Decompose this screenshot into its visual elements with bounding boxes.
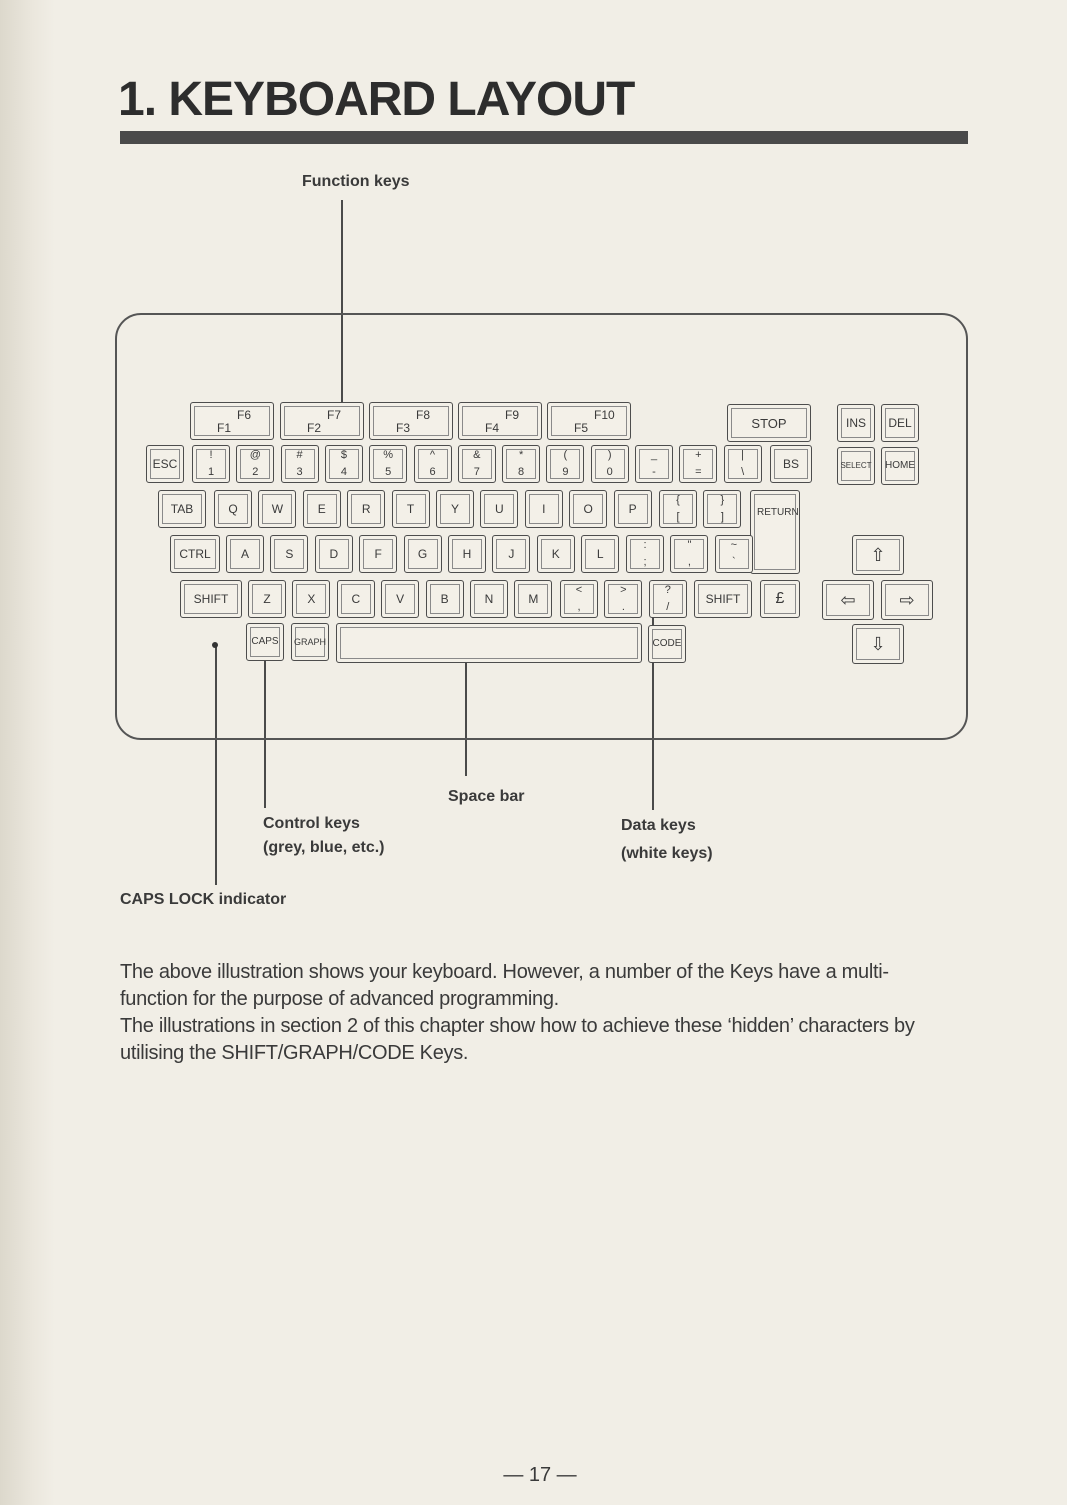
key-label: ; xyxy=(643,556,647,568)
data-key-o[interactable] xyxy=(569,490,607,528)
key-label: RETURN xyxy=(757,507,799,518)
data-key-number-5[interactable] xyxy=(369,445,407,483)
data-key-m[interactable] xyxy=(514,580,552,618)
key-label: F4 xyxy=(485,421,500,435)
key-label: } xyxy=(720,494,725,506)
page-number: — 17 — xyxy=(503,1464,577,1486)
data-key-punct-3[interactable] xyxy=(649,580,687,618)
data-key-j[interactable] xyxy=(492,535,530,573)
key-label: , xyxy=(577,601,581,613)
page-edge-shade xyxy=(0,0,55,1505)
key-label: V xyxy=(396,592,405,606)
key-label: : xyxy=(643,539,647,551)
key-label: F5 xyxy=(574,421,589,435)
body-paragraph: The illustrations in section 2 of this chapter show how to achieve these ‘hidden’ characters by utilising the SHIFT/GRAPH/CODE Keys. xyxy=(120,1015,915,1064)
function-key-f3[interactable] xyxy=(369,402,453,440)
key-label: ( xyxy=(563,449,568,461)
key-label: F9 xyxy=(505,408,520,422)
key-label: CODE xyxy=(652,638,682,649)
key-label: H xyxy=(462,547,472,561)
key-label: < xyxy=(575,584,583,596)
control-keys-label: Control keys xyxy=(263,815,360,832)
data-key-number-6[interactable] xyxy=(414,445,452,483)
key-label: ` xyxy=(731,556,736,568)
function-key-f1[interactable] xyxy=(190,402,274,440)
data-key-number-8[interactable] xyxy=(502,445,540,483)
key-label: ⇨ xyxy=(899,590,915,610)
return-key[interactable] xyxy=(750,490,800,574)
key-label: Q xyxy=(228,502,238,516)
key-label: 3 xyxy=(296,466,303,478)
key-label: - xyxy=(652,466,656,478)
key-label: SELECT xyxy=(840,461,872,470)
key-label: F7 xyxy=(327,408,342,422)
key-label: & xyxy=(473,449,481,461)
esc-key[interactable] xyxy=(146,445,184,483)
key-label: F xyxy=(374,547,382,561)
key-label: O xyxy=(583,502,593,516)
data-keys-label: Data keys xyxy=(621,817,696,834)
key-label: . xyxy=(621,601,625,613)
key-label: BS xyxy=(782,457,799,471)
key-label: SHIFT xyxy=(193,592,229,606)
data-key-z[interactable] xyxy=(248,580,286,618)
data-key-bracket-1[interactable] xyxy=(659,490,697,528)
key-label: GRAPH xyxy=(293,637,326,647)
data-key-punct-2[interactable] xyxy=(604,580,642,618)
data-key-number-2[interactable] xyxy=(236,445,274,483)
key-label: X xyxy=(307,592,316,606)
tab-key[interactable] xyxy=(158,490,206,528)
data-key-punct-1[interactable] xyxy=(560,580,598,618)
del-key[interactable] xyxy=(881,404,919,442)
right-shift-key[interactable] xyxy=(694,580,752,618)
data-key-number-7[interactable] xyxy=(458,445,496,483)
key-label: 6 xyxy=(429,466,436,478)
ctrl-key[interactable] xyxy=(170,535,220,573)
ins-key[interactable] xyxy=(837,404,875,442)
key-label: * xyxy=(518,449,524,461)
key-label: G xyxy=(417,547,428,561)
key-label: M xyxy=(528,592,539,606)
key-label: ? xyxy=(664,584,671,596)
key-label: K xyxy=(551,547,560,561)
key-label: ! xyxy=(209,449,213,461)
data-key-u[interactable] xyxy=(480,490,518,528)
data-key-symbol-1[interactable] xyxy=(626,535,664,573)
data-key-a[interactable] xyxy=(226,535,264,573)
caps-lock-indicator-label: CAPS LOCK indicator xyxy=(120,891,287,908)
data-key-h[interactable] xyxy=(448,535,486,573)
data-key-number-13[interactable] xyxy=(724,445,762,483)
key-label: I xyxy=(542,502,546,516)
data-key-x[interactable] xyxy=(292,580,330,618)
key-label: ] xyxy=(720,511,724,523)
key-label: W xyxy=(271,502,284,516)
up-arrow-key[interactable] xyxy=(852,535,904,575)
data-key-number-4[interactable] xyxy=(325,445,363,483)
data-key-number-9[interactable] xyxy=(546,445,584,483)
data-key-i[interactable] xyxy=(525,490,563,528)
function-keys-label: Function keys xyxy=(302,173,410,190)
function-key-f5[interactable] xyxy=(547,402,631,440)
data-keys-sublabel: (white keys) xyxy=(621,845,713,862)
key-label: E xyxy=(317,502,326,516)
pound-key[interactable] xyxy=(760,580,800,618)
space-bar-label: Space bar xyxy=(448,788,525,805)
key-label: INS xyxy=(845,416,866,430)
data-key-q[interactable] xyxy=(214,490,252,528)
key-label: ^ xyxy=(429,449,436,461)
data-key-number-3[interactable] xyxy=(281,445,319,483)
key-label: ⇧ xyxy=(870,545,886,565)
key-label: % xyxy=(383,449,394,461)
key-label: R xyxy=(361,502,371,516)
select-key[interactable] xyxy=(837,447,875,485)
data-key-y[interactable] xyxy=(436,490,474,528)
key-label: T xyxy=(406,502,415,516)
key-label: = xyxy=(695,466,702,478)
key-label: B xyxy=(440,592,449,606)
key-label: { xyxy=(676,494,680,506)
data-key-w[interactable] xyxy=(258,490,296,528)
key-label: P xyxy=(628,502,637,516)
key-label: > xyxy=(620,584,627,596)
key-label: L xyxy=(596,547,604,561)
key-label: A xyxy=(240,547,249,561)
key-label: \ xyxy=(741,466,745,478)
data-key-g[interactable] xyxy=(404,535,442,573)
data-key-r[interactable] xyxy=(347,490,385,528)
key-label: CTRL xyxy=(179,547,211,561)
key-label: CAPS xyxy=(251,636,279,647)
down-arrow-key[interactable] xyxy=(852,624,904,664)
data-key-d[interactable] xyxy=(315,535,353,573)
key-label: ) xyxy=(607,449,612,461)
data-key-symbol-3[interactable] xyxy=(715,535,753,573)
graph-key[interactable] xyxy=(291,623,329,661)
key-label: / xyxy=(666,601,670,613)
data-key-t[interactable] xyxy=(392,490,430,528)
key-label: SHIFT xyxy=(705,592,741,606)
home-key[interactable] xyxy=(881,447,919,485)
key-label: TAB xyxy=(170,502,194,516)
key-label: ESC xyxy=(152,457,178,471)
key-label: N xyxy=(484,592,494,606)
data-key-s[interactable] xyxy=(270,535,308,573)
space-bar[interactable] xyxy=(336,623,642,663)
data-key-number-10[interactable] xyxy=(591,445,629,483)
key-label: ~ xyxy=(730,539,738,551)
key-label: STOP xyxy=(751,416,787,431)
key-label: $ xyxy=(340,449,347,461)
key-label: 7 xyxy=(473,466,480,478)
key-label: DEL xyxy=(888,416,912,430)
key-label: Z xyxy=(263,592,271,606)
key-label: @ xyxy=(249,449,261,461)
key-label: 8 xyxy=(518,466,525,478)
key-label: " xyxy=(687,539,692,551)
key-label: 2 xyxy=(252,466,259,478)
key-label: [ xyxy=(676,511,680,523)
data-key-b[interactable] xyxy=(426,580,464,618)
page-title: 1. KEYBOARD LAYOUT xyxy=(118,73,635,126)
key-label: C xyxy=(351,592,361,606)
key-label: £ xyxy=(775,590,785,607)
key-label: D xyxy=(329,547,339,561)
key-label: ⇦ xyxy=(840,590,856,610)
data-key-k[interactable] xyxy=(537,535,575,573)
key-label: F1 xyxy=(217,421,232,435)
left-shift-key[interactable] xyxy=(180,580,242,618)
key-label: Y xyxy=(450,502,459,516)
body-paragraph: The above illustration shows your keyboard. However, a number of the Keys have a multi-function for the purpose of advanced programming. xyxy=(120,961,889,1010)
left-arrow-key[interactable] xyxy=(822,580,874,620)
key-label: 4 xyxy=(340,466,347,478)
key-label: F6 xyxy=(237,408,252,422)
key-label: ⇩ xyxy=(870,634,886,654)
function-key-f2[interactable] xyxy=(280,402,364,440)
key-label: F2 xyxy=(307,421,322,435)
data-key-number-11[interactable] xyxy=(635,445,673,483)
stop-key[interactable] xyxy=(727,404,811,442)
function-key-f4[interactable] xyxy=(458,402,542,440)
data-key-f[interactable] xyxy=(359,535,397,573)
right-arrow-key[interactable] xyxy=(881,580,933,620)
key-label: U xyxy=(495,502,504,516)
key-label: , xyxy=(687,556,691,568)
key-label: 1 xyxy=(207,466,215,478)
data-key-v[interactable] xyxy=(381,580,419,618)
data-key-number-1[interactable] xyxy=(192,445,230,483)
key-label: _ xyxy=(650,449,658,461)
title-rule xyxy=(120,131,968,144)
data-key-e[interactable] xyxy=(303,490,341,528)
data-key-p[interactable] xyxy=(614,490,652,528)
body-text xyxy=(120,959,950,1067)
key-label: # xyxy=(296,449,303,461)
key-label: HOME xyxy=(885,460,915,471)
caps-key[interactable] xyxy=(246,623,284,661)
data-key-bracket-2[interactable] xyxy=(703,490,741,528)
key-label: F10 xyxy=(594,408,615,422)
key-label: S xyxy=(285,547,294,561)
key-label: 9 xyxy=(562,466,569,478)
control-keys-sublabel: (grey, blue, etc.) xyxy=(263,839,385,856)
data-key-n[interactable] xyxy=(470,580,508,618)
key-label: + xyxy=(695,449,702,461)
code-key[interactable] xyxy=(648,625,686,663)
data-key-number-12[interactable] xyxy=(679,445,717,483)
key-label: J xyxy=(508,547,515,561)
key-label: F3 xyxy=(396,421,411,435)
data-key-c[interactable] xyxy=(337,580,375,618)
key-label: 0 xyxy=(606,466,613,478)
key-label: 5 xyxy=(385,466,392,478)
key-label: F8 xyxy=(416,408,431,422)
data-key-l[interactable] xyxy=(581,535,619,573)
bs-key[interactable] xyxy=(770,445,812,483)
key-label: | xyxy=(741,449,745,461)
data-key-symbol-2[interactable] xyxy=(670,535,708,573)
